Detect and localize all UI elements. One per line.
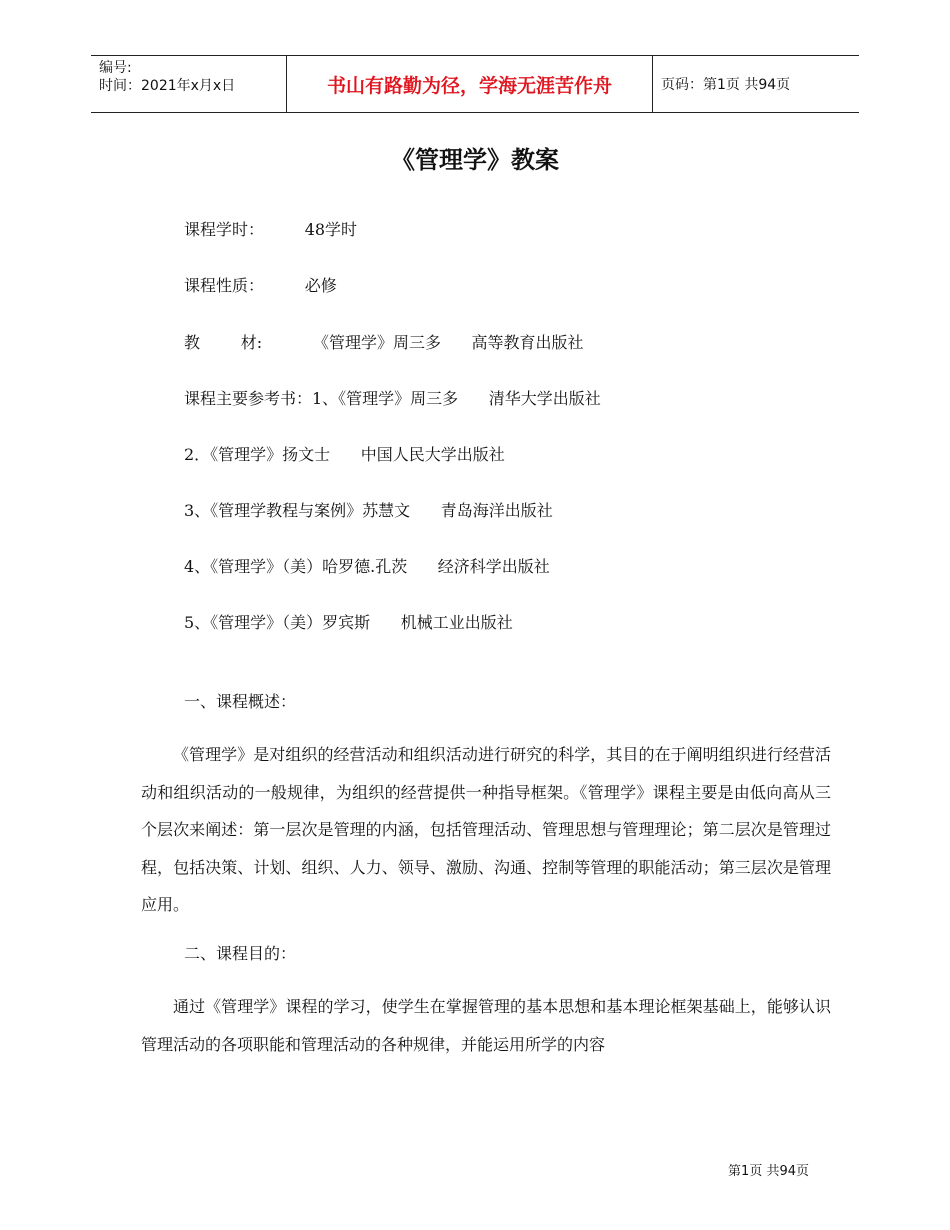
reference-3: 3、《管理学教程与案例》苏慧文 青岛海洋出版社 bbox=[184, 501, 553, 520]
reference-4: 4、《管理学》（美）哈罗德.孔茨 经济科学出版社 bbox=[184, 557, 550, 576]
number-label: 编号: bbox=[99, 60, 132, 76]
course-nature: 课程性质： 必修 bbox=[184, 276, 337, 295]
header-meta bbox=[91, 56, 286, 112]
reference-2: 2．《管理学》扬文士 中国人民大学出版社 bbox=[184, 445, 505, 464]
goal-heading: 二、课程目的： bbox=[184, 944, 297, 963]
time-label: 时间：2021年x月x日 bbox=[99, 78, 236, 94]
goal-paragraph: 通过《管理学》课程的学习，使学生在掌握管理的基本思想和基本理论框架基础上，能够认识管理活动的各项职能和管理活动的各种规律，并能运用所学的内容 bbox=[141, 997, 831, 1054]
document-title: 《管理学》教案 bbox=[391, 145, 559, 174]
overview-paragraph: 《管理学》是对组织的经营活动和组织活动进行研究的科学，其目的在于阐明组织进行经营活动和组织活动的一般规律，为组织的经营提供一种指导框架。《管理学》课程主要是由低向高从三个层次来阐述：第一层次是管理的内涵，包括管理活动、管理思想与管理理论；第二层次是管理过程，包括决策、计划、组织、人力、领导、激励、沟通、控制等管理的职能活动；第三层次是管理应用。 bbox=[141, 745, 831, 914]
header-page-number: 页码：第1页 共94页 bbox=[661, 77, 791, 93]
reference-1: 课程主要参考书：1、《管理学》周三多 清华大学出版社 bbox=[184, 389, 601, 408]
page-footer: 第1页 共94页 bbox=[728, 1164, 809, 1179]
course-textbook: 教 材: 《管理学》周三多 高等教育出版社 bbox=[184, 333, 584, 352]
header-motto: 书山有路勤为径，学海无涯苦作舟 bbox=[286, 56, 653, 112]
overview-heading: 一、课程概述： bbox=[184, 692, 297, 711]
page-header bbox=[91, 55, 859, 113]
course-hours: 课程学时： 48学时 bbox=[184, 220, 358, 239]
reference-5: 5、《管理学》（美）罗宾斯 机械工业出版社 bbox=[184, 613, 513, 632]
